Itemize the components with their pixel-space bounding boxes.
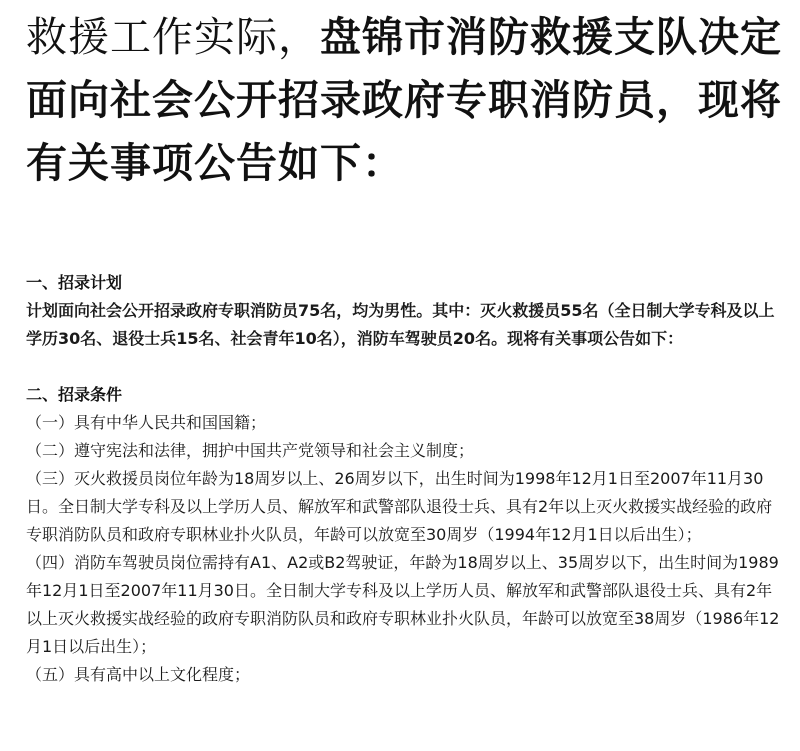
condition-item-3: （三）灭火救援员岗位年龄为18周岁以上、26周岁以下，出生时间为1998年12月1日至2007年11月30日。全日制大学专科及以上学历人员、解放军和武警部队退役士兵、具有2年以上灭火救援实战经验的政府专职消防队员和政府专职林业扑火队员，年龄可以放宽至30周岁（1994年12月1日以后出生）； (26, 469, 773, 544)
section-heading-recruitment-plan: 一、招录计划 (26, 273, 123, 292)
headline (26, 0, 782, 195)
recruitment-plan-paragraph: 计划面向社会公开招录政府专职消防员75名，均为男性。其中：灭火救援员55名（全日制大学专科及以上学历30名、退役士兵15名、社会青年10名），消防车驾驶员20名。现将有关事项公告如下： (26, 301, 775, 348)
paragraph-spacer (26, 353, 782, 381)
condition-item-5: （五）具有高中以上文化程度； (26, 665, 251, 684)
condition-item-1: （一）具有中华人民共和国国籍； (26, 413, 267, 432)
headline-lead: 救援工作实际， (26, 13, 320, 61)
section-heading-recruitment-conditions: 二、招录条件 (26, 385, 123, 404)
article-body (26, 269, 782, 689)
condition-item-4: （四）消防车驾驶员岗位需持有A1、A2或B2驾驶证，年龄为18周岁以上、35周岁以下，出生时间为1989年12月1日至2007年11月30日。全日制大学专科及以上学历人员、解放军和武警部队退役士兵、具有2年以上灭火救援实战经验的政府专职消防队员和政府专职林业扑火队员，年龄可以放宽至38周岁（1986年12月1日以后出生）； (26, 553, 780, 656)
condition-item-2: （二）遵守宪法和法律，拥护中国共产党领导和社会主义制度； (26, 441, 475, 460)
headline-main: 盘锦市消防救援支队决定面向社会公开招录政府专职消防员，现将有关事项公告如下： (26, 13, 782, 187)
